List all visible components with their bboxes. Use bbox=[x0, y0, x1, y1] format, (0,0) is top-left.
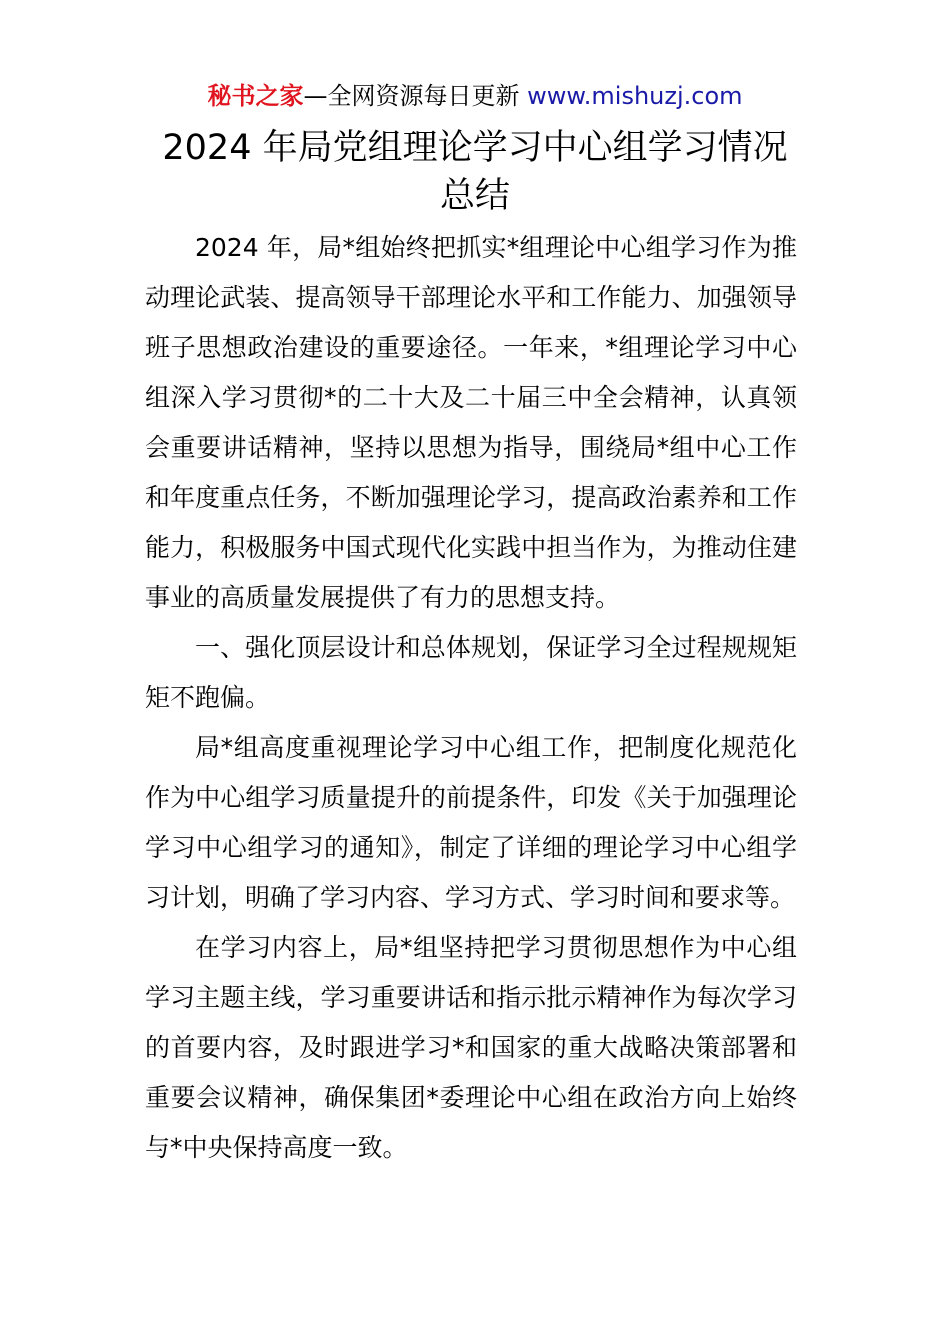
document-body bbox=[145, 223, 797, 1173]
paragraph-system: 局*组高度重视理论学习中心组工作，把制度化规范化作为中心组学习质量提升的前提条件，印发《关于加强理论学习中心组学习的通知》，制定了详细的理论学习中心组学习计划，明确了学习内容、学习方式、学习时间和要求等。 bbox=[145, 733, 797, 912]
document-title: 2024 年局党组理论学习中心组学习情况总结 bbox=[162, 128, 788, 216]
site-header bbox=[0, 80, 950, 112]
section-heading-1: 一、强化顶层设计和总体规划，保证学习全过程规规矩矩不跑偏。 bbox=[145, 633, 797, 712]
paragraph-content: 在学习内容上，局*组坚持把学习贯彻思想作为中心组学习主题主线，学习重要讲话和指示批示精神作为每次学习的首要内容，及时跟进学习*和国家的重大战略决策部署和重要会议精神，确保集团*委理论中心组在政治方向上始终与*中央保持高度一致。 bbox=[145, 933, 797, 1162]
paragraph-intro: 2024 年，局*组始终把抓实*组理论中心组学习作为推动理论武装、提高领导干部理论水平和工作能力、加强领导班子思想政治建设的重要途径。一年来，*组理论学习中心组深入学习贯彻*的二十大及二十届三中全会精神，认真领会重要讲话精神，坚持以思想为指导，围绕局*组中心工作和年度重点任务，不断加强理论学习，提高政治素养和工作能力，积极服务中国式现代化实践中担当作为，为推动住建事业的高质量发展提供了有力的思想支持。 bbox=[145, 233, 797, 612]
brand-name: 秘书之家 bbox=[207, 82, 304, 110]
header-tagline: —全网资源每日更新 bbox=[303, 82, 528, 110]
site-url[interactable]: www.mishuzj.com bbox=[527, 82, 743, 110]
